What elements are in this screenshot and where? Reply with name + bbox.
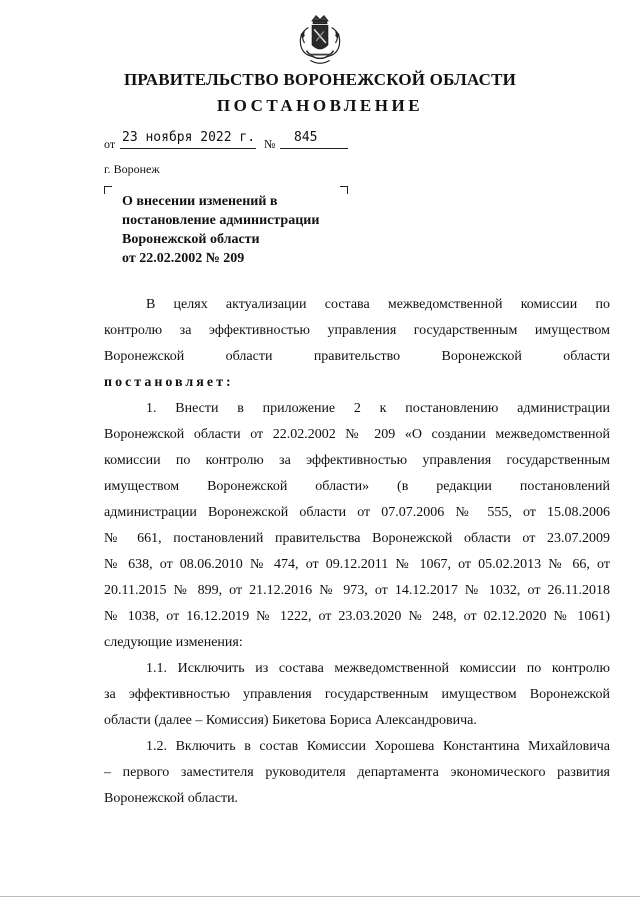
- item-1-2-line: Воронежской области.: [104, 791, 239, 806]
- item-1-line: Воронежской области от 22.02.2002 № 209 «О создании межведомственной: [104, 427, 610, 442]
- number-underline: [280, 148, 348, 149]
- coat-of-arms-emblem: [291, 12, 349, 70]
- item-1-line: 1. Внести в приложение 2 к постановлению администрации: [146, 401, 610, 416]
- item-1-line: комиссии по контролю за эффективностью управления государственным: [104, 453, 610, 468]
- subject-line: от 22.02.2002 № 209: [122, 251, 245, 266]
- government-title: ПРАВИТЕЛЬСТВО ВОРОНЕЖСКОЙ ОБЛАСТИ: [123, 70, 517, 89]
- item-1-line: 20.11.2015 № 899, от 21.12.2016 № 973, от 14.12.2017 № 1032, от 26.11.2018: [104, 583, 610, 598]
- item-1-line: № 661, постановлений правительства Воронежской области от 23.07.2009: [104, 531, 610, 546]
- preamble-line: В целях актуализации состава межведомственной комиссии по: [146, 297, 610, 312]
- item-1-2-line: – первого заместителя руководителя департамента экономического развития: [104, 765, 610, 780]
- date-value: 23 ноября 2022 г.: [122, 130, 256, 145]
- coat-of-arms-icon: [291, 12, 349, 70]
- item-1-2-line: 1.2. Включить в состав Комиссии Хорошева Константина Михайловича: [146, 739, 610, 754]
- item-1-line: следующие изменения:: [104, 635, 243, 650]
- preamble-line: контролю за эффективностью управления государственным имуществом: [104, 323, 610, 338]
- item-1-line: имуществом Воронежской области» (в редакции постановлений: [104, 479, 610, 494]
- date-prefix: от: [104, 137, 116, 151]
- subject-block: [122, 192, 362, 268]
- document-type-title: ПОСТАНОВЛЕНИЕ: [216, 96, 424, 115]
- item-1-line: № 1038, от 16.12.2019 № 1222, от 23.03.2020 № 248, от 02.12.2020 № 1061): [104, 609, 610, 624]
- date-underline: [120, 148, 256, 149]
- subject-line: постановление администрации: [122, 213, 320, 228]
- subject-corner-mark-left: [104, 186, 112, 194]
- subject-line: Воронежской области: [122, 232, 260, 247]
- item-1-line: № 638, от 08.06.2010 № 474, от 09.12.2011 № 1067, от 05.02.2013 № 66, от: [104, 557, 610, 572]
- number-value: 845: [294, 130, 318, 145]
- item-1-1-line: области (далее – Комиссия) Бикетова Бориса Александровича.: [104, 713, 477, 728]
- subject-line: О внесении изменений в: [122, 194, 278, 209]
- document-body: [104, 292, 610, 812]
- preamble-line: Воронежской области правительство Воронежской области: [104, 349, 610, 364]
- item-1-1-line: за эффективностью управления государственным имуществом Воронежской: [104, 687, 610, 702]
- item-1-1-line: 1.1. Исключить из состава межведомственной комиссии по контролю: [146, 661, 610, 676]
- item-1-line: администрации Воронежской области от 07.07.2006 № 555, от 15.08.2006: [104, 505, 610, 520]
- decree-word: постановляет:: [104, 375, 234, 390]
- number-prefix: №: [264, 137, 276, 151]
- page-bottom-rule: [0, 896, 640, 897]
- city-label: г. Воронеж: [104, 162, 160, 176]
